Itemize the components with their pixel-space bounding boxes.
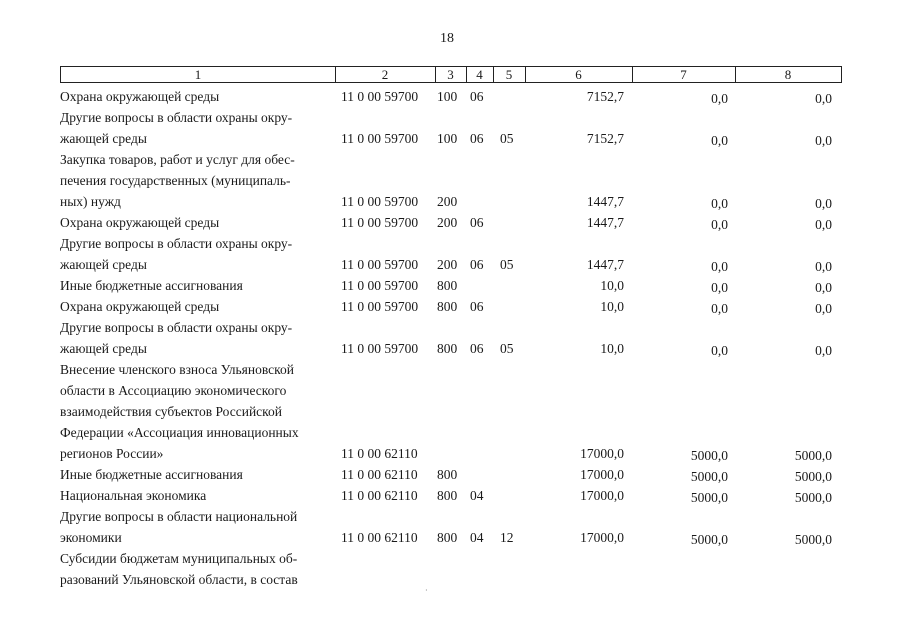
header-cell-4: 4 bbox=[466, 67, 494, 82]
row-description bbox=[60, 233, 330, 275]
cell-c7: 0,0 bbox=[711, 217, 728, 232]
cell-c7: 5000,0 bbox=[690, 532, 728, 547]
cell-c6: 17000,0 bbox=[580, 446, 624, 461]
cell-c8: 5000,0 bbox=[794, 448, 832, 463]
cell-code: 11 0 00 59700 bbox=[341, 89, 419, 104]
cell-c8: 0,0 bbox=[815, 196, 832, 211]
cell-c3: 800 bbox=[437, 530, 458, 545]
row-description bbox=[60, 296, 330, 317]
cell-c3: 800 bbox=[437, 341, 458, 356]
row-description bbox=[60, 506, 330, 548]
row-description bbox=[60, 485, 330, 506]
cell-code: 11 0 00 59700 bbox=[341, 257, 419, 272]
cell-c8: 0,0 bbox=[815, 259, 832, 274]
cell-c7: 0,0 bbox=[711, 343, 728, 358]
description-line: Национальная экономика bbox=[60, 488, 207, 503]
cell-c4: 06 bbox=[470, 299, 484, 314]
cell-code: 11 0 00 59700 bbox=[341, 299, 419, 314]
cell-c8: 5000,0 bbox=[794, 532, 832, 547]
description-line: экономики bbox=[60, 530, 122, 545]
cell-c6: 7152,7 bbox=[586, 131, 624, 146]
cell-code: 11 0 00 62110 bbox=[341, 467, 418, 482]
description-line: Федерации «Ассоциация инновационных bbox=[60, 425, 299, 440]
cell-c6: 10,0 bbox=[600, 299, 624, 314]
row-description bbox=[60, 464, 330, 485]
description-line: Охрана окружающей среды bbox=[60, 89, 220, 104]
description-line: регионов России» bbox=[60, 446, 164, 461]
cell-c3: 200 bbox=[437, 215, 458, 230]
cell-c7: 0,0 bbox=[711, 91, 728, 106]
cell-code: 11 0 00 62110 bbox=[341, 488, 418, 503]
cell-c4: 04 bbox=[470, 530, 484, 545]
header-cell-6: 6 bbox=[525, 67, 633, 82]
cell-c6: 10,0 bbox=[600, 341, 624, 356]
description-line: печения государственных (муниципаль- bbox=[60, 173, 291, 188]
row-description bbox=[60, 149, 330, 212]
description-line: Другие вопросы в области охраны окру- bbox=[60, 110, 293, 125]
header-cell-3: 3 bbox=[435, 67, 467, 82]
description-line: Другие вопросы в области охраны окру- bbox=[60, 236, 293, 251]
cell-c3: 100 bbox=[437, 131, 458, 146]
cell-code: 11 0 00 59700 bbox=[341, 131, 419, 146]
cell-code: 11 0 00 59700 bbox=[341, 194, 419, 209]
cell-c7: 0,0 bbox=[711, 133, 728, 148]
cell-c4: 06 bbox=[470, 215, 484, 230]
description-line: Другие вопросы в области охраны окру- bbox=[60, 320, 293, 335]
cell-c8: 0,0 bbox=[815, 343, 832, 358]
cell-code: 11 0 00 59700 bbox=[341, 215, 419, 230]
row-description bbox=[60, 107, 330, 149]
description-line: жающей среды bbox=[60, 131, 147, 146]
cell-c4: 06 bbox=[470, 257, 484, 272]
header-cell-8: 8 bbox=[784, 67, 792, 82]
row-description bbox=[60, 212, 330, 233]
cell-c6: 17000,0 bbox=[580, 488, 624, 503]
cell-c6: 1447,7 bbox=[586, 215, 624, 230]
row-description bbox=[60, 548, 330, 590]
cell-code: 11 0 00 59700 bbox=[341, 278, 419, 293]
cell-c3: 800 bbox=[437, 488, 458, 503]
row-description bbox=[60, 359, 330, 464]
header-cell-5: 5 bbox=[493, 67, 526, 82]
cell-code: 11 0 00 59700 bbox=[341, 341, 419, 356]
cell-c3: 800 bbox=[437, 278, 458, 293]
cell-c6: 7152,7 bbox=[586, 89, 624, 104]
cell-code: 11 0 00 62110 bbox=[341, 446, 418, 461]
cell-c7: 0,0 bbox=[711, 280, 728, 295]
description-line: взаимодействия субъектов Российской bbox=[60, 404, 283, 419]
description-line: Субсидии бюджетам муниципальных об- bbox=[60, 551, 298, 566]
cell-c3: 100 bbox=[437, 89, 458, 104]
cell-c5: 05 bbox=[500, 131, 514, 146]
table-header-row bbox=[60, 66, 842, 83]
cell-c7: 5000,0 bbox=[690, 469, 728, 484]
description-line: жающей среды bbox=[60, 257, 147, 272]
cell-c3: 800 bbox=[437, 467, 458, 482]
cell-c8: 0,0 bbox=[815, 280, 832, 295]
description-line: Иные бюджетные ассигнования bbox=[60, 467, 243, 482]
scan-dot: · bbox=[425, 586, 428, 595]
cell-c7: 0,0 bbox=[711, 301, 728, 316]
cell-c8: 0,0 bbox=[815, 91, 832, 106]
cell-c6: 1447,7 bbox=[586, 194, 624, 209]
description-line: области в Ассоциацию экономического bbox=[60, 383, 287, 398]
row-description bbox=[60, 317, 330, 359]
row-description bbox=[60, 86, 330, 107]
description-line: Иные бюджетные ассигнования bbox=[60, 278, 243, 293]
cell-c8: 5000,0 bbox=[794, 490, 832, 505]
cell-c5: 05 bbox=[500, 257, 514, 272]
description-line: ных) нужд bbox=[60, 194, 121, 209]
description-line: жающей среды bbox=[60, 341, 147, 356]
cell-c4: 06 bbox=[470, 131, 484, 146]
cell-c4: 06 bbox=[470, 89, 484, 104]
cell-c4: 04 bbox=[470, 488, 484, 503]
row-description bbox=[60, 275, 330, 296]
description-line: разований Ульяновской области, в состав bbox=[60, 572, 298, 587]
cell-c6: 17000,0 bbox=[580, 467, 624, 482]
cell-c8: 0,0 bbox=[815, 133, 832, 148]
cell-c8: 5000,0 bbox=[794, 469, 832, 484]
cell-c3: 200 bbox=[437, 194, 458, 209]
cell-c6: 17000,0 bbox=[580, 530, 624, 545]
header-cell-1: 1 bbox=[61, 67, 336, 82]
cell-c5: 05 bbox=[500, 341, 514, 356]
description-line: Закупка товаров, работ и услуг для обес- bbox=[60, 152, 295, 167]
cell-c8: 0,0 bbox=[815, 301, 832, 316]
header-cell-7: 7 bbox=[632, 67, 736, 82]
cell-c3: 200 bbox=[437, 257, 458, 272]
cell-c7: 5000,0 bbox=[690, 490, 728, 505]
description-line: Внесение членского взноса Ульяновской bbox=[60, 362, 294, 377]
cell-c5: 12 bbox=[500, 530, 514, 545]
cell-c7: 0,0 bbox=[711, 259, 728, 274]
cell-c6: 1447,7 bbox=[586, 257, 624, 272]
cell-code: 11 0 00 62110 bbox=[341, 530, 418, 545]
cell-c8: 0,0 bbox=[815, 217, 832, 232]
cell-c7: 5000,0 bbox=[690, 448, 728, 463]
cell-c7: 0,0 bbox=[711, 196, 728, 211]
cell-c4: 06 bbox=[470, 341, 484, 356]
header-cell-2: 2 bbox=[335, 67, 436, 82]
description-line: Другие вопросы в области национальной bbox=[60, 509, 298, 524]
cell-c6: 10,0 bbox=[600, 278, 624, 293]
page-number: 18 bbox=[440, 31, 454, 46]
cell-c3: 800 bbox=[437, 299, 458, 314]
description-line: Охрана окружающей среды bbox=[60, 215, 220, 230]
description-line: Охрана окружающей среды bbox=[60, 299, 220, 314]
